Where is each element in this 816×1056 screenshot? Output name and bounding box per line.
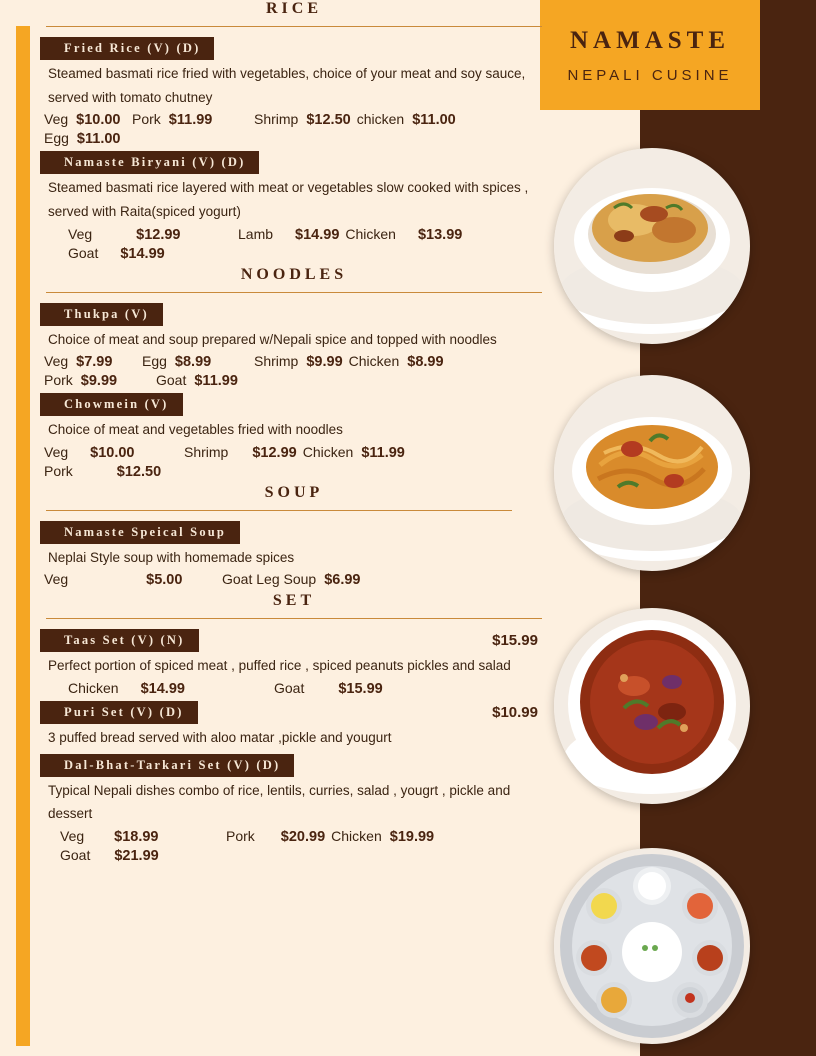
price-label: Lamb	[238, 225, 274, 242]
price-label: Goat	[60, 846, 91, 863]
item-price-list	[36, 351, 552, 389]
item-price-list	[36, 442, 552, 480]
price-entry	[303, 444, 437, 461]
price-entry	[142, 353, 248, 370]
price-entry	[68, 680, 268, 697]
price-label: Shrimp	[254, 353, 299, 370]
price-label: Veg	[60, 827, 85, 844]
price-value: $19.99	[389, 828, 435, 845]
price-label: Chicken	[345, 225, 396, 242]
price-value: $10.00	[76, 112, 121, 129]
price-entry	[254, 111, 351, 128]
price-entry	[345, 226, 509, 243]
price-value: $8.99	[174, 354, 212, 371]
price-label: Chicken	[331, 827, 382, 844]
price-label: Pork	[44, 462, 73, 479]
price-label: Veg	[44, 571, 69, 588]
price-label: chicken	[356, 111, 405, 128]
price-value: $8.99	[407, 354, 444, 371]
price-value: $12.50	[306, 112, 351, 129]
brand-subtitle: NEPALI CUSINE	[567, 66, 733, 84]
left-accent-bar	[16, 26, 30, 1046]
price-entry	[348, 353, 444, 371]
price-entry	[44, 130, 160, 147]
price-label: Goat	[68, 244, 99, 261]
brand-header	[540, 0, 760, 110]
menu-item	[36, 393, 552, 480]
section-rice	[36, 0, 552, 262]
item-description: Neplai Style soup with homemade spices	[48, 549, 295, 565]
price-value: $12.50	[116, 463, 162, 480]
price-label: Goat Leg Soup	[222, 571, 317, 588]
price-label: Pork	[132, 111, 161, 128]
price-entry	[44, 571, 216, 588]
item-title: Thukpa (V)	[40, 303, 163, 326]
item-title-row	[36, 701, 552, 724]
price-label: Veg	[44, 353, 69, 370]
price-entry	[44, 111, 126, 128]
item-description: Steamed basmati rice fried with vegetables, choice of your meat and soy sauce, served with tomato chutney	[48, 66, 526, 105]
price-value: $5.00	[146, 572, 183, 589]
item-title: Dal-Bhat-Tarkari Set (V) (D)	[40, 754, 294, 777]
price-value: $9.99	[306, 354, 343, 371]
section-set	[36, 592, 552, 864]
price-entry	[331, 828, 491, 845]
price-label: Goat	[274, 680, 305, 696]
menu-item	[36, 151, 552, 261]
thali-photo	[554, 848, 750, 1044]
price-value: $11.00	[76, 131, 121, 148]
section-heading: NOODLES	[240, 265, 348, 283]
price-value: $14.99	[140, 681, 185, 697]
brand-name: NAMASTE	[569, 26, 730, 54]
section-divider	[46, 26, 542, 27]
price-value: $20.99	[280, 828, 326, 845]
price-label: Shrimp	[254, 111, 299, 128]
price-label: Egg	[44, 130, 69, 147]
item-description: Steamed basmati rice layered with meat or vegetables slow cooked with spices , served with Raita(spiced yogurt)	[48, 180, 529, 219]
price-label: Shrimp	[184, 443, 229, 460]
biryani-photo	[554, 148, 750, 344]
price-value: $18.99	[114, 828, 159, 845]
section-soup	[36, 484, 552, 589]
price-entry	[238, 226, 339, 243]
section-divider	[46, 510, 512, 511]
section-heading: RICE	[265, 0, 322, 17]
menu-item	[36, 303, 552, 390]
price-label: Veg	[68, 225, 93, 242]
price-value: $12.99	[252, 444, 297, 461]
price-label: Goat	[156, 372, 187, 389]
menu-item	[36, 701, 552, 750]
price-value: $9.99	[80, 373, 118, 390]
price-entry	[132, 111, 248, 128]
item-description: Choice of meat and vegetables fried with noodles	[48, 422, 343, 438]
price-value: $11.99	[168, 112, 213, 129]
section-divider	[46, 292, 542, 293]
price-entry	[274, 680, 383, 697]
item-title: Taas Set (V) (N)	[40, 629, 199, 652]
price-label: Chicken	[302, 443, 354, 460]
menu-item	[36, 629, 552, 697]
price-entry	[184, 444, 297, 461]
price-value: $12.99	[136, 226, 181, 243]
price-value: $14.99	[295, 226, 340, 243]
menu-content	[36, 0, 552, 1056]
soup-photo	[554, 608, 750, 804]
item-description: Perfect portion of spiced meat , puffed rice , spiced peanuts pickles and salad	[48, 658, 511, 674]
item-price-list	[36, 224, 552, 262]
price-value: $10.00	[90, 444, 135, 461]
price-label: Pork	[44, 372, 73, 389]
section-divider	[46, 618, 542, 619]
item-title: Namaste Speical Soup	[40, 521, 240, 544]
item-title: Namaste Biryani (V) (D)	[40, 151, 259, 174]
price-entry	[68, 226, 232, 243]
price-entry	[44, 463, 161, 480]
item-price-value: $10.99	[492, 704, 538, 721]
price-value: $6.99	[324, 572, 361, 589]
chowmein-photo	[554, 375, 750, 571]
price-entry	[156, 372, 238, 389]
price-value: $11.00	[412, 112, 456, 129]
menu-item	[36, 521, 552, 589]
section-heading: SET	[272, 592, 316, 610]
price-label: Chicken	[68, 680, 119, 696]
item-title: Chowmein (V)	[40, 393, 183, 416]
price-value: $21.99	[114, 847, 159, 864]
price-label: Veg	[44, 111, 69, 128]
price-value: $7.99	[76, 354, 113, 371]
price-value: $14.99	[120, 245, 165, 262]
price-entry	[44, 372, 150, 389]
item-price-list	[36, 109, 552, 147]
price-entry	[44, 353, 136, 370]
menu-item	[36, 37, 552, 147]
item-price-value: $15.99	[492, 632, 538, 650]
price-label: Egg	[142, 353, 167, 370]
item-title-row	[36, 629, 552, 652]
section-heading: SOUP	[264, 483, 324, 501]
price-entry	[254, 353, 343, 370]
price-label: Pork	[226, 827, 255, 844]
price-value: $13.99	[417, 226, 463, 243]
item-description: Typical Nepali dishes combo of rice, lentils, curries, salad , yougrt , pickle and dessert	[48, 782, 511, 822]
item-description: 3 puffed bread served with aloo matar ,pickle and yougurt	[48, 730, 392, 745]
item-price-list	[36, 826, 552, 864]
price-value: $11.99	[194, 373, 238, 390]
price-entry	[356, 111, 456, 129]
price-entry	[222, 571, 360, 588]
price-label: Chicken	[348, 353, 400, 370]
price-value: $15.99	[338, 681, 383, 697]
item-title: Puri Set (V) (D)	[40, 701, 198, 724]
price-entry	[60, 847, 159, 864]
price-entry	[226, 828, 325, 845]
item-price-list	[36, 569, 552, 588]
section-noodles	[36, 266, 552, 480]
price-entry	[68, 245, 165, 262]
menu-item	[36, 754, 552, 864]
price-label: Veg	[44, 443, 69, 460]
item-description: Choice of meat and soup prepared w/Nepali spice and topped with noodles	[48, 331, 497, 347]
price-value: $11.99	[361, 444, 405, 461]
price-entry	[60, 828, 220, 845]
item-title: Fried Rice (V) (D)	[40, 37, 214, 60]
item-price-list	[36, 678, 552, 697]
price-entry	[44, 444, 178, 461]
